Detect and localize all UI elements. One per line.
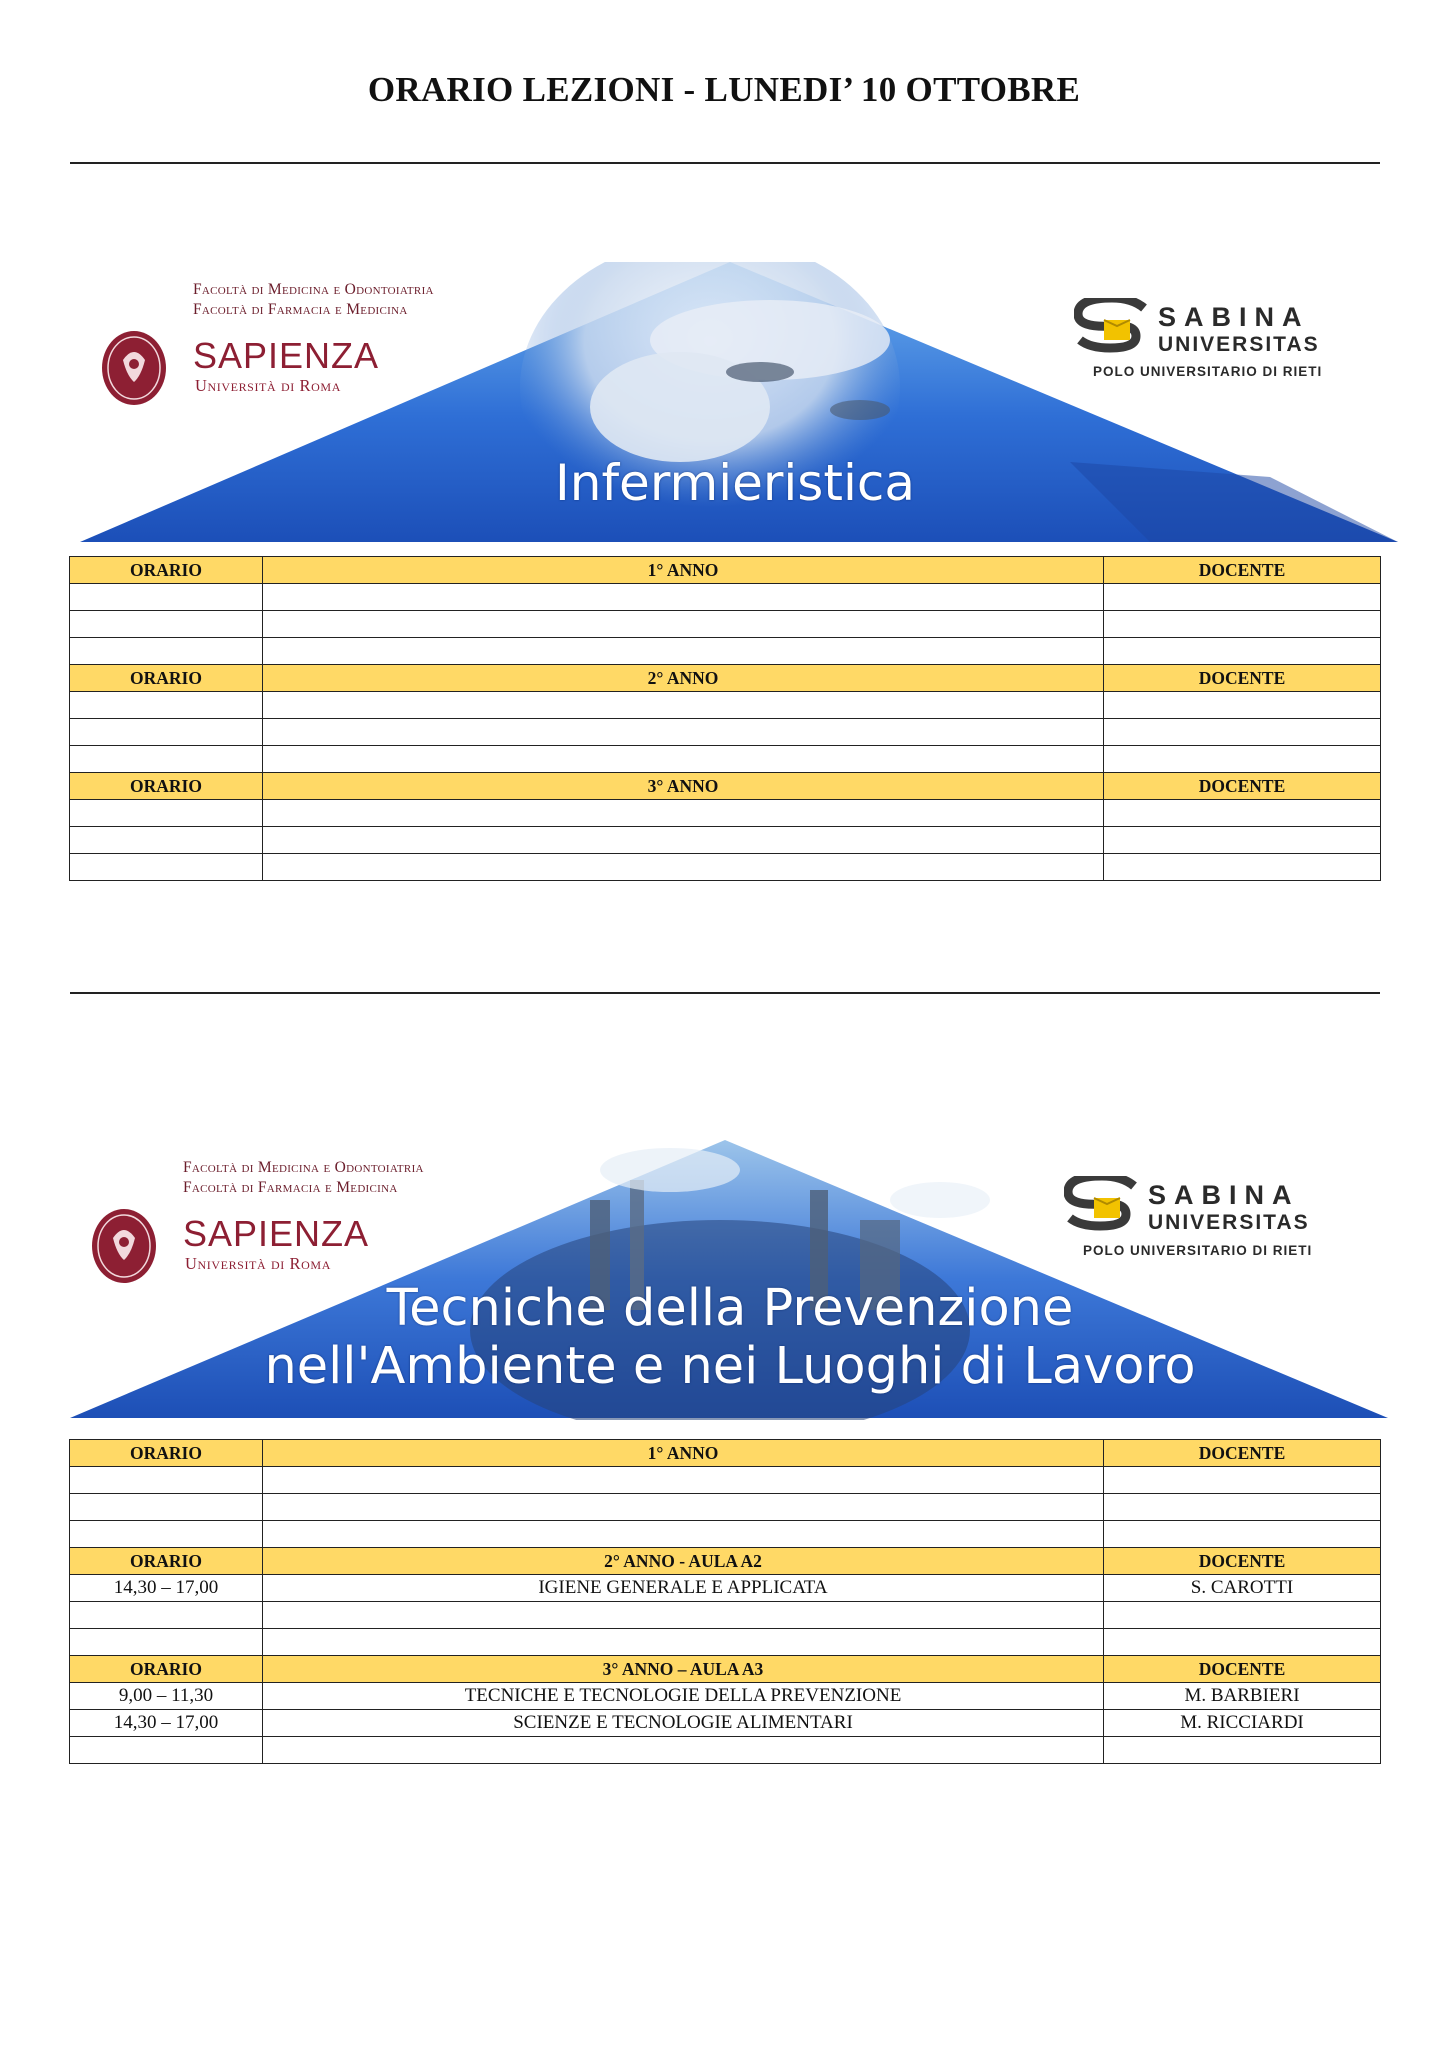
- sapienza-seal-icon: [101, 330, 167, 406]
- header-cell: ORARIO: [70, 1548, 263, 1575]
- course-title: [70, 1280, 1390, 1396]
- schedule-table-infermieristica: [69, 556, 1381, 881]
- course-cell: TECNICHE E TECNOLOGIE DELLA PREVENZIONE: [263, 1683, 1104, 1710]
- header-cell: ORARIO: [70, 665, 263, 692]
- table-row: [70, 611, 1381, 638]
- teacher-cell: [1104, 1467, 1381, 1494]
- sabina-logo-icon: [1074, 298, 1150, 354]
- course-cell: [263, 1467, 1104, 1494]
- sapienza-name: SAPIENZA: [183, 1213, 370, 1254]
- time-cell: [70, 1467, 263, 1494]
- teacher-cell: [1104, 719, 1381, 746]
- time-cell: [70, 719, 263, 746]
- course-cell: SCIENZE E TECNOLOGIE ALIMENTARI: [263, 1710, 1104, 1737]
- faculty-line-2: Facoltà di Farmacia e Medicina: [183, 1179, 398, 1196]
- teacher-cell: [1104, 746, 1381, 773]
- course-cell: IGIENE GENERALE E APPLICATA: [263, 1575, 1104, 1602]
- table-row: [70, 1575, 1381, 1602]
- course-cell: [263, 692, 1104, 719]
- time-cell: [70, 1602, 263, 1629]
- time-cell: [70, 638, 263, 665]
- header-cell: 1° ANNO: [263, 557, 1104, 584]
- header-cell: ORARIO: [70, 1656, 263, 1683]
- time-cell: [70, 800, 263, 827]
- sabina-polo: POLO UNIVERSITARIO DI RIETI: [1093, 364, 1323, 379]
- teacher-cell: [1104, 692, 1381, 719]
- sabina-universitas: UNIVERSITAS: [1148, 1211, 1310, 1234]
- header-cell: DOCENTE: [1104, 1548, 1381, 1575]
- teacher-cell: [1104, 1629, 1381, 1656]
- sapienza-name: SAPIENZA: [193, 335, 380, 376]
- time-cell: [70, 854, 263, 881]
- time-cell: 14,30 – 17,00: [70, 1710, 263, 1737]
- header-cell: 1° ANNO: [263, 1440, 1104, 1467]
- header-cell: 3° ANNO: [263, 773, 1104, 800]
- faculty-lines: [183, 1158, 424, 1198]
- course-cell: [263, 800, 1104, 827]
- header-cell: ORARIO: [70, 557, 263, 584]
- course-cell: [263, 854, 1104, 881]
- time-cell: [70, 1494, 263, 1521]
- header-cell: ORARIO: [70, 1440, 263, 1467]
- table-header-row: [70, 773, 1381, 800]
- course-title-line: nell'Ambiente e nei Luoghi di Lavoro: [264, 1337, 1196, 1396]
- header-cell: 2° ANNO: [263, 665, 1104, 692]
- teacher-cell: [1104, 1494, 1381, 1521]
- course-cell: [263, 638, 1104, 665]
- teacher-cell: S. CAROTTI: [1104, 1575, 1381, 1602]
- time-cell: [70, 827, 263, 854]
- sabina-polo: POLO UNIVERSITARIO DI RIETI: [1083, 1243, 1313, 1258]
- teacher-cell: [1104, 1737, 1381, 1764]
- time-cell: [70, 1521, 263, 1548]
- teacher-cell: M. RICCIARDI: [1104, 1710, 1381, 1737]
- table-row: [70, 854, 1381, 881]
- teacher-cell: [1104, 1602, 1381, 1629]
- table-row: [70, 1494, 1381, 1521]
- course-title-line: Infermieristica: [555, 454, 915, 512]
- sabina-universitas: UNIVERSITAS: [1158, 333, 1320, 356]
- faculty-line-1: Facoltà di Medicina e Odontoiatria: [193, 281, 434, 298]
- table-row: [70, 800, 1381, 827]
- time-cell: [70, 584, 263, 611]
- table-row: [70, 1521, 1381, 1548]
- table-row: [70, 1683, 1381, 1710]
- time-cell: [70, 1629, 263, 1656]
- course-cell: [263, 1629, 1104, 1656]
- table-row: [70, 1602, 1381, 1629]
- sapienza-subtitle: Università di Roma: [195, 376, 341, 395]
- schedule-table-prevenzione: [69, 1439, 1381, 1764]
- course-title-line: Tecniche della Prevenzione: [386, 1279, 1074, 1338]
- table-row: [70, 827, 1381, 854]
- header-cell: DOCENTE: [1104, 665, 1381, 692]
- course-cell: [263, 1602, 1104, 1629]
- course-cell: [263, 584, 1104, 611]
- divider-middle: [70, 992, 1380, 994]
- teacher-cell: [1104, 827, 1381, 854]
- course-cell: [263, 1494, 1104, 1521]
- table-row: [70, 1629, 1381, 1656]
- teacher-cell: [1104, 584, 1381, 611]
- time-cell: 14,30 – 17,00: [70, 1575, 263, 1602]
- header-cell: ORARIO: [70, 773, 263, 800]
- course-cell: [263, 611, 1104, 638]
- time-cell: [70, 1737, 263, 1764]
- table-header-row: [70, 1440, 1381, 1467]
- faculty-line-2: Facoltà di Farmacia e Medicina: [193, 301, 408, 318]
- course-cell: [263, 719, 1104, 746]
- sabina-logo-icon: [1064, 1176, 1140, 1232]
- teacher-cell: [1104, 638, 1381, 665]
- time-cell: [70, 746, 263, 773]
- teacher-cell: M. BARBIERI: [1104, 1683, 1381, 1710]
- table-header-row: [70, 1656, 1381, 1683]
- faculty-line-1: Facoltà di Medicina e Odontoiatria: [183, 1159, 424, 1176]
- sapienza-subtitle: Università di Roma: [185, 1254, 331, 1273]
- course-title: [70, 455, 1400, 511]
- divider-top: [70, 162, 1380, 164]
- header-cell: DOCENTE: [1104, 557, 1381, 584]
- table-header-row: [70, 665, 1381, 692]
- table-row: [70, 746, 1381, 773]
- table-row: [70, 638, 1381, 665]
- faculty-lines: [193, 280, 434, 320]
- header-cell: DOCENTE: [1104, 1656, 1381, 1683]
- table-row: [70, 1710, 1381, 1737]
- teacher-cell: [1104, 854, 1381, 881]
- table-row: [70, 1737, 1381, 1764]
- header-cell: DOCENTE: [1104, 1440, 1381, 1467]
- sabina-name: SABINA: [1158, 302, 1310, 332]
- course-cell: [263, 827, 1104, 854]
- course-cell: [263, 1737, 1104, 1764]
- header-cell: 2° ANNO - AULA A2: [263, 1548, 1104, 1575]
- sapienza-seal-icon: [91, 1208, 157, 1284]
- course-cell: [263, 746, 1104, 773]
- header-cell: DOCENTE: [1104, 773, 1381, 800]
- table-row: [70, 1467, 1381, 1494]
- table-row: [70, 692, 1381, 719]
- time-cell: 9,00 – 11,30: [70, 1683, 263, 1710]
- table-header-row: [70, 557, 1381, 584]
- course-cell: [263, 1521, 1104, 1548]
- table-row: [70, 719, 1381, 746]
- sabina-name: SABINA: [1148, 1180, 1300, 1210]
- table-header-row: [70, 1548, 1381, 1575]
- teacher-cell: [1104, 1521, 1381, 1548]
- teacher-cell: [1104, 800, 1381, 827]
- header-cell: 3° ANNO – AULA A3: [263, 1656, 1104, 1683]
- time-cell: [70, 692, 263, 719]
- table-row: [70, 584, 1381, 611]
- time-cell: [70, 611, 263, 638]
- page-title: ORARIO LEZIONI - LUNEDI’ 10 OTTOBRE: [367, 70, 1081, 109]
- teacher-cell: [1104, 611, 1381, 638]
